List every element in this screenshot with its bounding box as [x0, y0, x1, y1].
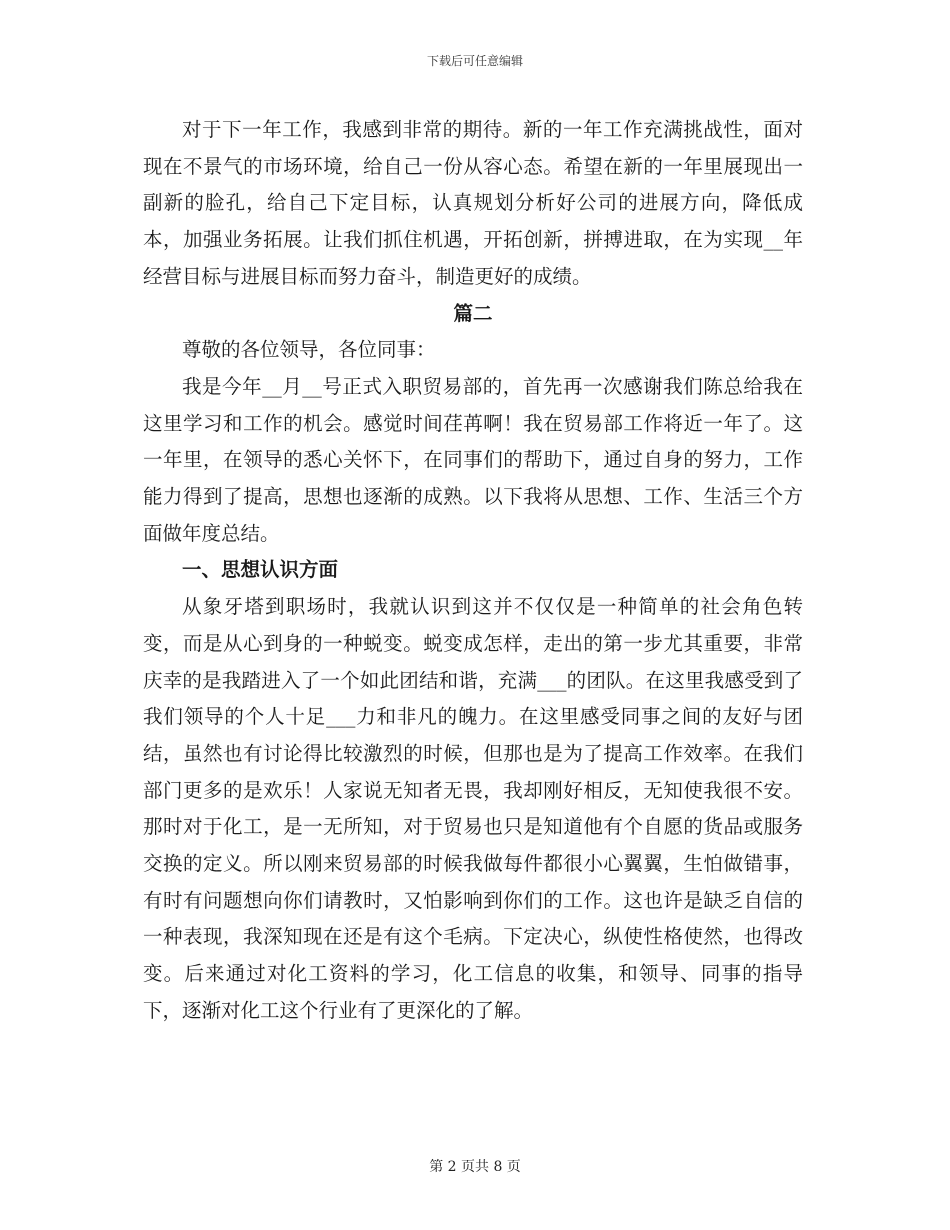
- page-header: 下载后可任意编辑: [426, 54, 523, 68]
- page-footer: 第 2 页共 8 页: [429, 1159, 521, 1175]
- paragraph-work-outlook: 对于下一年工作，我感到非常的期待。新的一年工作充满挑战性，面对现在不景气的市场环境，给自己一份从容心态。希望在新的一年里展现出一副新的脸孔，给自己下定目标，认真规划分析好公司的进展方向，降低成本，加强业务拓展。让我们抓住机遇，开拓创新，拼搏进取，在为实现__年经营目标与进展目标而努力奋斗，制造更好的成绩。: [143, 118, 803, 288]
- section-title: 篇二: [453, 301, 493, 325]
- salutation: 尊敬的各位领导，各位同事：: [182, 338, 436, 362]
- heading-thought-awareness: 一、思想认识方面: [182, 558, 339, 582]
- paragraph-thought-awareness: 从象牙塔到职场时，我就认识到这并不仅仅是一种简单的社会角色转变，而是从心到身的一种蜕变。蜕变成怎样，走出的第一步尤其重要，非常庆幸的是我踏进入了一个如此团结和谐，充满___的团队。在这里我感受到了我们领导的个人十足___力和非凡的魄力。在这里感受同事之间的友好与团结，虽然也有讨论得比较激烈的时候，但那也是为了提高工作效率。在我们部门更多的是欢乐！人家说无知者无畏，我却刚好相反，无知使我很不安。那时对于化工，是一无所知，对于贸易也只是知道他有个自愿的货品或服务交换的定义。所以刚来贸易部的时候我做每件都很小心翼翼，生怕做错事，有时有问题想向你们请教时，又怕影响到你们的工作。这也许是缺乏自信的一种表现，我深知现在还是有这个毛病。下定决心，纵使性格使然，也得改变。后来通过对化工资料的学习，化工信息的收集，和领导、同事的指导下，逐渐对化工这个行业有了更深化的了解。: [143, 595, 803, 1022]
- paragraph-introduction: 我是今年__月__号正式入职贸易部的，首先再一次感谢我们陈总给我在这里学习和工作的机会。感觉时间荏苒啊！我在贸易部工作将近一年了。这一年里，在领导的悉心关怀下，在同事们的帮助下，通过自身的努力，工作能力得到了提高，思想也逐渐的成熟。以下我将从思想、工作、生活三个方面做年度总结。: [143, 374, 803, 545]
- document-body: [143, 112, 803, 1030]
